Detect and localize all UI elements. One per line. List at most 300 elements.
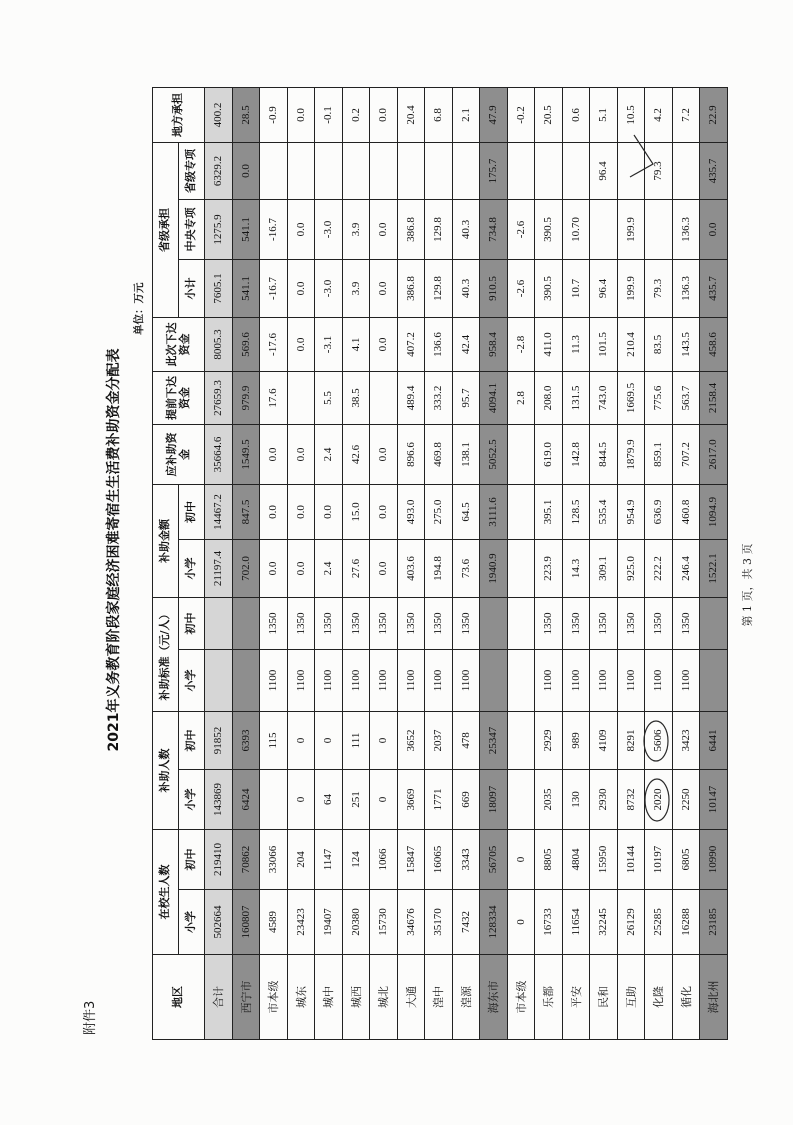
- cell-current-allocated: 407.2: [397, 318, 425, 372]
- cell-amount-due: [507, 425, 535, 485]
- cell-enrolled-primary: 35170: [425, 890, 453, 955]
- cell-aided-junior: 0: [315, 712, 343, 770]
- cell-aided-junior: 3652: [397, 712, 425, 770]
- cell-amount-junior: 395.1: [535, 485, 563, 540]
- cell-standard-primary: 1100: [645, 650, 673, 712]
- cell-standard-primary: [480, 650, 508, 712]
- cell-aided-junior: 478: [452, 712, 480, 770]
- cell-provincial-special: [562, 143, 590, 200]
- cell-aided-junior: 2929: [535, 712, 563, 770]
- header-enrolled-junior: 初中: [179, 830, 205, 890]
- cell-enrolled-junior: 0: [507, 830, 535, 890]
- region-cell: 乐都: [535, 955, 563, 1040]
- cell-amount-due: 0.0: [287, 425, 315, 485]
- cell-amount-junior: 0.0: [315, 485, 343, 540]
- cell-advance-allocated: 563.7: [672, 372, 700, 425]
- header-amount-junior: 初中: [179, 485, 205, 540]
- cell-standard-primary: 1100: [342, 650, 370, 712]
- cell-advance-allocated: [370, 372, 398, 425]
- cell-amount-due: 619.0: [535, 425, 563, 485]
- cell-standard-junior: [700, 598, 728, 650]
- cell-enrolled-junior: 70862: [232, 830, 260, 890]
- cell-provincial-special: 0.0: [232, 143, 260, 200]
- cell-provincial-special: 435.7: [700, 143, 728, 200]
- cell-aided-primary: 0: [287, 770, 315, 830]
- cell-advance-allocated: 1669.5: [617, 372, 645, 425]
- cell-standard-junior: [507, 598, 535, 650]
- page-footer: 第 1 页，共 3 页: [741, 543, 754, 627]
- cell-amount-due: 1549.5: [232, 425, 260, 485]
- cell-local-share: 0.0: [370, 88, 398, 143]
- cell-enrolled-junior: 219410: [205, 830, 233, 890]
- cell-aided-junior: 5606: [645, 712, 673, 770]
- cell-standard-junior: [205, 598, 233, 650]
- cell-standard-primary: [700, 650, 728, 712]
- cell-enrolled-junior: 4804: [562, 830, 590, 890]
- table-row: [260, 88, 288, 1040]
- cell-standard-junior: 1350: [590, 598, 618, 650]
- cell-current-allocated: 958.4: [480, 318, 508, 372]
- cell-amount-junior: 954.9: [617, 485, 645, 540]
- cell-amount-junior: 14467.2: [205, 485, 233, 540]
- cell-aided-primary: 64: [315, 770, 343, 830]
- cell-amount-primary: 27.6: [342, 540, 370, 598]
- cell-provincial-subtotal: 3.9: [342, 260, 370, 318]
- cell-current-allocated: 4.1: [342, 318, 370, 372]
- cell-amount-primary: 0.0: [287, 540, 315, 598]
- cell-amount-due: 2.4: [315, 425, 343, 485]
- cell-central-special: 734.8: [480, 200, 508, 260]
- cell-standard-primary: 1100: [260, 650, 288, 712]
- cell-standard-primary: 1100: [397, 650, 425, 712]
- cell-amount-junior: 0.0: [370, 485, 398, 540]
- cell-local-share: 4.2: [645, 88, 673, 143]
- cell-aided-primary: 1771: [425, 770, 453, 830]
- cell-advance-allocated: 2158.4: [700, 372, 728, 425]
- allocation-table: [152, 87, 728, 1040]
- cell-central-special: -16.7: [260, 200, 288, 260]
- header-enrolled: 在校生人数: [153, 830, 179, 955]
- cell-amount-due: 42.6: [342, 425, 370, 485]
- cell-standard-junior: [480, 598, 508, 650]
- cell-advance-allocated: 5.5: [315, 372, 343, 425]
- cell-current-allocated: 83.5: [645, 318, 673, 372]
- cell-local-share: 22.9: [700, 88, 728, 143]
- region-cell: 市本级: [507, 955, 535, 1040]
- cell-enrolled-junior: 6805: [672, 830, 700, 890]
- cell-enrolled-primary: 502664: [205, 890, 233, 955]
- table-row: [617, 88, 645, 1040]
- attachment-label: 附件3: [83, 1000, 98, 1035]
- cell-advance-allocated: 17.6: [260, 372, 288, 425]
- cell-amount-due: 142.8: [562, 425, 590, 485]
- cell-amount-due: 859.1: [645, 425, 673, 485]
- cell-enrolled-primary: 16288: [672, 890, 700, 955]
- cell-enrolled-junior: 10197: [645, 830, 673, 890]
- cell-amount-primary: 925.0: [617, 540, 645, 598]
- cell-central-special: 10.70: [562, 200, 590, 260]
- table-row: [342, 88, 370, 1040]
- cell-aided-primary: 2035: [535, 770, 563, 830]
- region-cell: 城西: [342, 955, 370, 1040]
- cell-current-allocated: 458.6: [700, 318, 728, 372]
- table-row: [480, 88, 508, 1040]
- cell-central-special: 0.0: [700, 200, 728, 260]
- cell-enrolled-primary: 160807: [232, 890, 260, 955]
- cell-amount-due: 0.0: [370, 425, 398, 485]
- cell-standard-junior: 1350: [425, 598, 453, 650]
- cell-provincial-special: [617, 143, 645, 200]
- cell-local-share: 5.1: [590, 88, 618, 143]
- cell-current-allocated: -3.1: [315, 318, 343, 372]
- cell-standard-primary: 1100: [535, 650, 563, 712]
- region-cell: 循化: [672, 955, 700, 1040]
- cell-aided-junior: 2037: [425, 712, 453, 770]
- table-row: [645, 88, 673, 1040]
- cell-amount-primary: 309.1: [590, 540, 618, 598]
- cell-current-allocated: 143.5: [672, 318, 700, 372]
- cell-standard-primary: 1100: [672, 650, 700, 712]
- cell-local-share: 0.2: [342, 88, 370, 143]
- table-row: [672, 88, 700, 1040]
- cell-aided-primary: 130: [562, 770, 590, 830]
- cell-aided-junior: 4109: [590, 712, 618, 770]
- table-row: [452, 88, 480, 1040]
- cell-provincial-subtotal: 0.0: [287, 260, 315, 318]
- cell-aided-primary: 6424: [232, 770, 260, 830]
- cell-standard-junior: 1350: [452, 598, 480, 650]
- table-row: [315, 88, 343, 1040]
- cell-provincial-subtotal: 390.5: [535, 260, 563, 318]
- cell-advance-allocated: 489.4: [397, 372, 425, 425]
- region-cell: 民和: [590, 955, 618, 1040]
- cell-central-special: 129.8: [425, 200, 453, 260]
- cell-aided-primary: 3669: [397, 770, 425, 830]
- table-row: [205, 88, 233, 1040]
- cell-amount-due: 1879.9: [617, 425, 645, 485]
- cell-amount-primary: 223.9: [535, 540, 563, 598]
- cell-enrolled-primary: 19407: [315, 890, 343, 955]
- region-cell: 城中: [315, 955, 343, 1040]
- cell-aided-junior: 0: [370, 712, 398, 770]
- cell-amount-junior: 64.5: [452, 485, 480, 540]
- cell-standard-junior: [232, 598, 260, 650]
- cell-amount-due: 844.5: [590, 425, 618, 485]
- cell-standard-junior: 1350: [397, 598, 425, 650]
- cell-central-special: 3.9: [342, 200, 370, 260]
- cell-current-allocated: 101.5: [590, 318, 618, 372]
- cell-central-special: [590, 200, 618, 260]
- cell-standard-junior: 1350: [315, 598, 343, 650]
- cell-enrolled-primary: 16733: [535, 890, 563, 955]
- cell-central-special: 390.5: [535, 200, 563, 260]
- cell-central-special: 0.0: [287, 200, 315, 260]
- cell-standard-primary: 1100: [617, 650, 645, 712]
- unit-label: 单位：万元: [133, 282, 145, 335]
- cell-standard-primary: [205, 650, 233, 712]
- cell-enrolled-junior: 33066: [260, 830, 288, 890]
- cell-current-allocated: 11.3: [562, 318, 590, 372]
- cell-provincial-special: 96.4: [590, 143, 618, 200]
- table-row: [397, 88, 425, 1040]
- table-row: [535, 88, 563, 1040]
- region-cell: 平安: [562, 955, 590, 1040]
- cell-standard-junior: 1350: [535, 598, 563, 650]
- header-row-sub: [179, 88, 205, 1040]
- cell-aided-junior: 91852: [205, 712, 233, 770]
- region-cell: 合计: [205, 955, 233, 1040]
- cell-provincial-subtotal: 136.3: [672, 260, 700, 318]
- cell-provincial-special: [672, 143, 700, 200]
- cell-central-special: [645, 200, 673, 260]
- cell-enrolled-junior: 1147: [315, 830, 343, 890]
- cell-enrolled-junior: 10144: [617, 830, 645, 890]
- cell-provincial-special: [287, 143, 315, 200]
- cell-amount-junior: [507, 485, 535, 540]
- cell-enrolled-primary: 11654: [562, 890, 590, 955]
- header-standard-junior: 初中: [179, 598, 205, 650]
- cell-provincial-subtotal: 129.8: [425, 260, 453, 318]
- cell-enrolled-primary: 20380: [342, 890, 370, 955]
- header-standard: 补助标准（元/人）: [153, 598, 179, 712]
- region-cell: 化隆: [645, 955, 673, 1040]
- cell-enrolled-primary: 25285: [645, 890, 673, 955]
- cell-enrolled-junior: 8805: [535, 830, 563, 890]
- cell-provincial-special: [452, 143, 480, 200]
- cell-amount-junior: 275.0: [425, 485, 453, 540]
- header-amount-primary: 小学: [179, 540, 205, 598]
- cell-local-share: 2.1: [452, 88, 480, 143]
- cell-amount-junior: 847.5: [232, 485, 260, 540]
- cell-advance-allocated: 979.9: [232, 372, 260, 425]
- cell-amount-due: 35664.6: [205, 425, 233, 485]
- cell-provincial-subtotal: 435.7: [700, 260, 728, 318]
- cell-amount-junior: 15.0: [342, 485, 370, 540]
- cell-amount-junior: 0.0: [260, 485, 288, 540]
- cell-local-share: 20.5: [535, 88, 563, 143]
- cell-aided-primary: 10147: [700, 770, 728, 830]
- table-row: [507, 88, 535, 1040]
- cell-standard-primary: 1100: [452, 650, 480, 712]
- cell-local-share: 0.0: [287, 88, 315, 143]
- cell-amount-primary: [507, 540, 535, 598]
- cell-provincial-subtotal: 40.3: [452, 260, 480, 318]
- cell-aided-primary: [507, 770, 535, 830]
- cell-local-share: 6.8: [425, 88, 453, 143]
- cell-amount-primary: 73.6: [452, 540, 480, 598]
- cell-enrolled-junior: 1066: [370, 830, 398, 890]
- cell-aided-junior: 989: [562, 712, 590, 770]
- cell-amount-primary: 0.0: [370, 540, 398, 598]
- cell-aided-junior: 3423: [672, 712, 700, 770]
- cell-provincial-special: 79.3: [645, 143, 673, 200]
- cell-enrolled-junior: 204: [287, 830, 315, 890]
- cell-standard-junior: 1350: [287, 598, 315, 650]
- cell-provincial-subtotal: 541.1: [232, 260, 260, 318]
- cell-aided-primary: [260, 770, 288, 830]
- cell-aided-junior: 0: [287, 712, 315, 770]
- cell-standard-primary: 1100: [287, 650, 315, 712]
- cell-aided-primary: 2250: [672, 770, 700, 830]
- cell-standard-junior: 1350: [672, 598, 700, 650]
- cell-advance-allocated: 333.2: [425, 372, 453, 425]
- cell-amount-primary: 246.4: [672, 540, 700, 598]
- table-header: [153, 88, 205, 1040]
- cell-central-special: 199.9: [617, 200, 645, 260]
- document-title: 2021年义务教育阶段家庭经济困难寄宿生生活费补助资金分配表: [106, 348, 122, 752]
- cell-local-share: 7.2: [672, 88, 700, 143]
- cell-provincial-subtotal: 199.9: [617, 260, 645, 318]
- cell-aided-junior: 115: [260, 712, 288, 770]
- header-current-allocated: 此次下达资金: [153, 318, 205, 372]
- cell-current-allocated: 8005.3: [205, 318, 233, 372]
- cell-provincial-subtotal: 386.8: [397, 260, 425, 318]
- header-amount-due: 应补助资金: [153, 425, 205, 485]
- cell-aided-junior: 25347: [480, 712, 508, 770]
- cell-provincial-special: [425, 143, 453, 200]
- cell-amount-primary: 403.6: [397, 540, 425, 598]
- cell-amount-junior: 128.5: [562, 485, 590, 540]
- cell-local-share: -0.9: [260, 88, 288, 143]
- cell-amount-junior: 535.4: [590, 485, 618, 540]
- cell-amount-due: 707.2: [672, 425, 700, 485]
- cell-local-share: 10.5: [617, 88, 645, 143]
- cell-local-share: 400.2: [205, 88, 233, 143]
- cell-provincial-subtotal: -3.0: [315, 260, 343, 318]
- table-row: [232, 88, 260, 1040]
- table-row: [370, 88, 398, 1040]
- header-region: 地区: [153, 955, 205, 1040]
- cell-enrolled-junior: 10990: [700, 830, 728, 890]
- cell-current-allocated: 0.0: [370, 318, 398, 372]
- cell-provincial-subtotal: -16.7: [260, 260, 288, 318]
- cell-aided-primary: 2020: [645, 770, 673, 830]
- cell-amount-due: 138.1: [452, 425, 480, 485]
- cell-aided-junior: 111: [342, 712, 370, 770]
- header-amount: 补助金额: [153, 485, 179, 598]
- header-enrolled-primary: 小学: [179, 890, 205, 955]
- table-row: [590, 88, 618, 1040]
- header-aided-junior: 初中: [179, 712, 205, 770]
- cell-provincial-subtotal: 10.7: [562, 260, 590, 318]
- header-standard-primary: 小学: [179, 650, 205, 712]
- cell-amount-primary: 0.0: [260, 540, 288, 598]
- cell-current-allocated: 136.6: [425, 318, 453, 372]
- header-advance-allocated: 提前下达资金: [153, 372, 205, 425]
- cell-local-share: 47.9: [480, 88, 508, 143]
- cell-enrolled-primary: 23423: [287, 890, 315, 955]
- cell-amount-primary: 21197.4: [205, 540, 233, 598]
- cell-local-share: 20.4: [397, 88, 425, 143]
- region-cell: 城北: [370, 955, 398, 1040]
- cell-enrolled-junior: 16065: [425, 830, 453, 890]
- header-provincial-share: 省级承担: [153, 143, 179, 318]
- cell-provincial-subtotal: 0.0: [370, 260, 398, 318]
- cell-standard-primary: 1100: [590, 650, 618, 712]
- cell-amount-primary: 14.3: [562, 540, 590, 598]
- cell-enrolled-primary: 32245: [590, 890, 618, 955]
- cell-enrolled-primary: 23185: [700, 890, 728, 955]
- region-cell: 互助: [617, 955, 645, 1040]
- cell-provincial-special: 175.7: [480, 143, 508, 200]
- cell-provincial-subtotal: 7605.1: [205, 260, 233, 318]
- cell-provincial-special: [260, 143, 288, 200]
- cell-amount-due: 896.6: [397, 425, 425, 485]
- cell-standard-primary: [507, 650, 535, 712]
- cell-central-special: 541.1: [232, 200, 260, 260]
- cell-current-allocated: 411.0: [535, 318, 563, 372]
- cell-central-special: -3.0: [315, 200, 343, 260]
- cell-central-special: 386.8: [397, 200, 425, 260]
- cell-provincial-subtotal: 79.3: [645, 260, 673, 318]
- cell-enrolled-primary: 0: [507, 890, 535, 955]
- cell-aided-primary: 251: [342, 770, 370, 830]
- table-row: [700, 88, 728, 1040]
- cell-enrolled-primary: 26129: [617, 890, 645, 955]
- cell-aided-primary: 2930: [590, 770, 618, 830]
- cell-aided-junior: 6393: [232, 712, 260, 770]
- cell-amount-primary: 702.0: [232, 540, 260, 598]
- cell-enrolled-primary: 4589: [260, 890, 288, 955]
- cell-standard-junior: 1350: [260, 598, 288, 650]
- region-cell: 湟源: [452, 955, 480, 1040]
- cell-aided-primary: 669: [452, 770, 480, 830]
- cell-aided-primary: 8732: [617, 770, 645, 830]
- cell-advance-allocated: 95.7: [452, 372, 480, 425]
- cell-amount-due: 469.8: [425, 425, 453, 485]
- cell-local-share: 0.6: [562, 88, 590, 143]
- cell-provincial-special: [370, 143, 398, 200]
- cell-amount-junior: 636.9: [645, 485, 673, 540]
- cell-central-special: 136.3: [672, 200, 700, 260]
- cell-enrolled-junior: 56705: [480, 830, 508, 890]
- cell-provincial-subtotal: -2.6: [507, 260, 535, 318]
- cell-amount-junior: 1094.9: [700, 485, 728, 540]
- region-cell: 西宁市: [232, 955, 260, 1040]
- cell-standard-junior: 1350: [645, 598, 673, 650]
- region-cell: 海东市: [480, 955, 508, 1040]
- cell-advance-allocated: 4094.1: [480, 372, 508, 425]
- cell-amount-primary: 222.2: [645, 540, 673, 598]
- cell-advance-allocated: 2.8: [507, 372, 535, 425]
- cell-amount-due: 2617.0: [700, 425, 728, 485]
- cell-enrolled-primary: 34676: [397, 890, 425, 955]
- cell-enrolled-primary: 128334: [480, 890, 508, 955]
- cell-standard-primary: 1100: [370, 650, 398, 712]
- cell-standard-primary: 1100: [315, 650, 343, 712]
- cell-central-special: 0.0: [370, 200, 398, 260]
- cell-central-special: 1275.9: [205, 200, 233, 260]
- cell-aided-primary: 0: [370, 770, 398, 830]
- cell-amount-junior: 493.0: [397, 485, 425, 540]
- cell-provincial-special: [315, 143, 343, 200]
- cell-provincial-special: [507, 143, 535, 200]
- cell-amount-due: 5052.5: [480, 425, 508, 485]
- cell-amount-junior: 3111.6: [480, 485, 508, 540]
- cell-enrolled-junior: 124: [342, 830, 370, 890]
- header-aided-primary: 小学: [179, 770, 205, 830]
- cell-central-special: 40.3: [452, 200, 480, 260]
- cell-standard-junior: 1350: [617, 598, 645, 650]
- cell-amount-primary: 2.4: [315, 540, 343, 598]
- cell-aided-junior: [507, 712, 535, 770]
- header-provincial-subtotal: 小计: [179, 260, 205, 318]
- cell-provincial-special: 6329.2: [205, 143, 233, 200]
- cell-current-allocated: 210.4: [617, 318, 645, 372]
- cell-advance-allocated: 743.0: [590, 372, 618, 425]
- cell-enrolled-junior: 15950: [590, 830, 618, 890]
- header-local-share: 地方承担: [153, 88, 205, 143]
